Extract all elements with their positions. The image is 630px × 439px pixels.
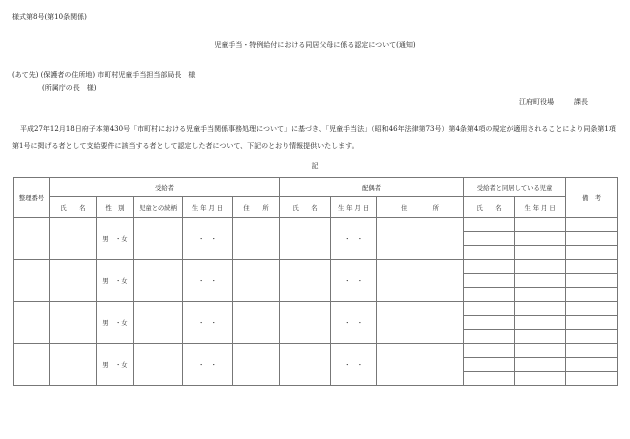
cell-recipient-address[interactable] [233,344,280,386]
ki-heading: 記 [311,162,319,170]
cell-recipient-address[interactable] [233,218,280,260]
addressee-line-1: (あて先) (保護者の住所地) 市町村児童手当担当部局長 様 [12,71,196,79]
cell-spouse-birthdate: ・ ・ [331,218,377,260]
cell-recipient-name[interactable] [50,344,97,386]
table-row [14,218,618,232]
cell-child-name[interactable] [464,218,515,232]
cell-biko[interactable] [566,218,618,232]
cell-biko[interactable] [566,316,618,330]
cell-child-birthdate[interactable] [515,316,566,330]
cell-spouse-name[interactable] [280,302,331,344]
cell-child-name[interactable] [464,344,515,358]
cell-seiri[interactable] [14,218,50,260]
document-title: 児童手当・特例給付における同居父母に係る認定について(通知) [214,41,416,49]
cell-child-name[interactable] [464,274,515,288]
info-table [13,177,618,386]
cell-child-birthdate[interactable] [515,246,566,260]
cell-recipient-birthdate: ・ ・ [183,218,233,260]
cell-child-birthdate[interactable] [515,260,566,274]
cell-child-name[interactable] [464,372,515,386]
cell-child-name[interactable] [464,330,515,344]
cell-child-birthdate[interactable] [515,344,566,358]
cell-recipient-birthdate: ・ ・ [183,302,233,344]
cell-child-birthdate[interactable] [515,218,566,232]
cell-biko[interactable] [566,260,618,274]
cell-biko[interactable] [566,372,618,386]
cell-child-birthdate[interactable] [515,330,566,344]
cell-child-name[interactable] [464,302,515,316]
col-header-biko: 備 考 [566,178,618,218]
cell-child-name[interactable] [464,260,515,274]
cell-recipient-name[interactable] [50,260,97,302]
cell-child-name[interactable] [464,288,515,302]
cell-child-birthdate[interactable] [515,358,566,372]
col-header-recipient-address: 住 所 [233,197,280,218]
group-header-spouse: 配偶者 [280,178,464,197]
col-header-spouse-name: 氏 名 [280,197,331,218]
cell-recipient-address[interactable] [233,302,280,344]
group-header-recipient: 受給者 [50,178,280,197]
cell-recipient-relation[interactable] [134,260,183,302]
cell-spouse-name[interactable] [280,344,331,386]
cell-recipient-name[interactable] [50,302,97,344]
cell-spouse-name[interactable] [280,218,331,260]
cell-spouse-address[interactable] [377,260,464,302]
sender-department: 課長 [574,98,588,106]
cell-spouse-address[interactable] [377,302,464,344]
cell-spouse-birthdate: ・ ・ [331,260,377,302]
cell-spouse-address[interactable] [377,218,464,260]
col-header-child-birthdate: 生 年 月 日 [515,197,566,218]
table-row [14,260,618,274]
cell-spouse-birthdate: ・ ・ [331,302,377,344]
col-header-recipient-name: 氏 名 [50,197,97,218]
cell-child-birthdate[interactable] [515,372,566,386]
cell-recipient-name[interactable] [50,218,97,260]
table-row [14,302,618,316]
cell-recipient-sex: 男 ・女 [97,302,134,344]
cell-recipient-relation[interactable] [134,302,183,344]
cell-recipient-sex: 男 ・女 [97,344,134,386]
table-row [14,344,618,358]
cell-biko[interactable] [566,246,618,260]
col-header-spouse-birthdate: 生 年 月 日 [331,197,377,218]
cell-seiri[interactable] [14,260,50,302]
cell-seiri[interactable] [14,344,50,386]
cell-recipient-birthdate: ・ ・ [183,260,233,302]
col-header-recipient-birthdate: 生 年 月 日 [183,197,233,218]
col-header-spouse-address: 住 所 [377,197,464,218]
col-header-child-name: 氏 名 [464,197,515,218]
cell-child-name[interactable] [464,316,515,330]
cell-spouse-address[interactable] [377,344,464,386]
col-header-recipient-relation: 児童との続柄 [134,197,183,218]
cell-child-birthdate[interactable] [515,288,566,302]
cell-biko[interactable] [566,288,618,302]
col-header-seiri: 整理番号 [14,178,50,218]
group-header-children: 受給者と同居している児童 [464,178,566,197]
cell-biko[interactable] [566,302,618,316]
cell-biko[interactable] [566,274,618,288]
cell-child-birthdate[interactable] [515,274,566,288]
cell-child-birthdate[interactable] [515,232,566,246]
cell-recipient-birthdate: ・ ・ [183,344,233,386]
cell-recipient-relation[interactable] [134,344,183,386]
cell-recipient-sex: 男 ・女 [97,260,134,302]
sender-office: 江府町役場 [519,98,554,106]
col-header-recipient-sex: 性 別 [97,197,134,218]
cell-spouse-name[interactable] [280,260,331,302]
cell-spouse-birthdate: ・ ・ [331,344,377,386]
cell-recipient-address[interactable] [233,260,280,302]
cell-biko[interactable] [566,232,618,246]
cell-child-name[interactable] [464,232,515,246]
body-paragraph: 平成27年12月18日府子本第430号「市町村における児童手当関係事務処理について」に基づき、「児童手当法」（昭和46年法律第73号）第4条第4項の規定が適用されることにより同条第1項第1号に掲げる者として支給要件に該当する者として認定した者について、下記のとおり情報提供いたします。 [12,125,616,150]
cell-seiri[interactable] [14,302,50,344]
addressee-line-2: (所属庁の長 様) [42,84,97,92]
cell-biko[interactable] [566,358,618,372]
cell-child-name[interactable] [464,246,515,260]
cell-recipient-relation[interactable] [134,218,183,260]
cell-biko[interactable] [566,330,618,344]
cell-child-birthdate[interactable] [515,302,566,316]
form-number: 様式第8号(第10条関係) [12,13,87,21]
sender [499,97,588,107]
cell-child-name[interactable] [464,358,515,372]
cell-biko[interactable] [566,344,618,358]
cell-recipient-sex: 男 ・女 [97,218,134,260]
